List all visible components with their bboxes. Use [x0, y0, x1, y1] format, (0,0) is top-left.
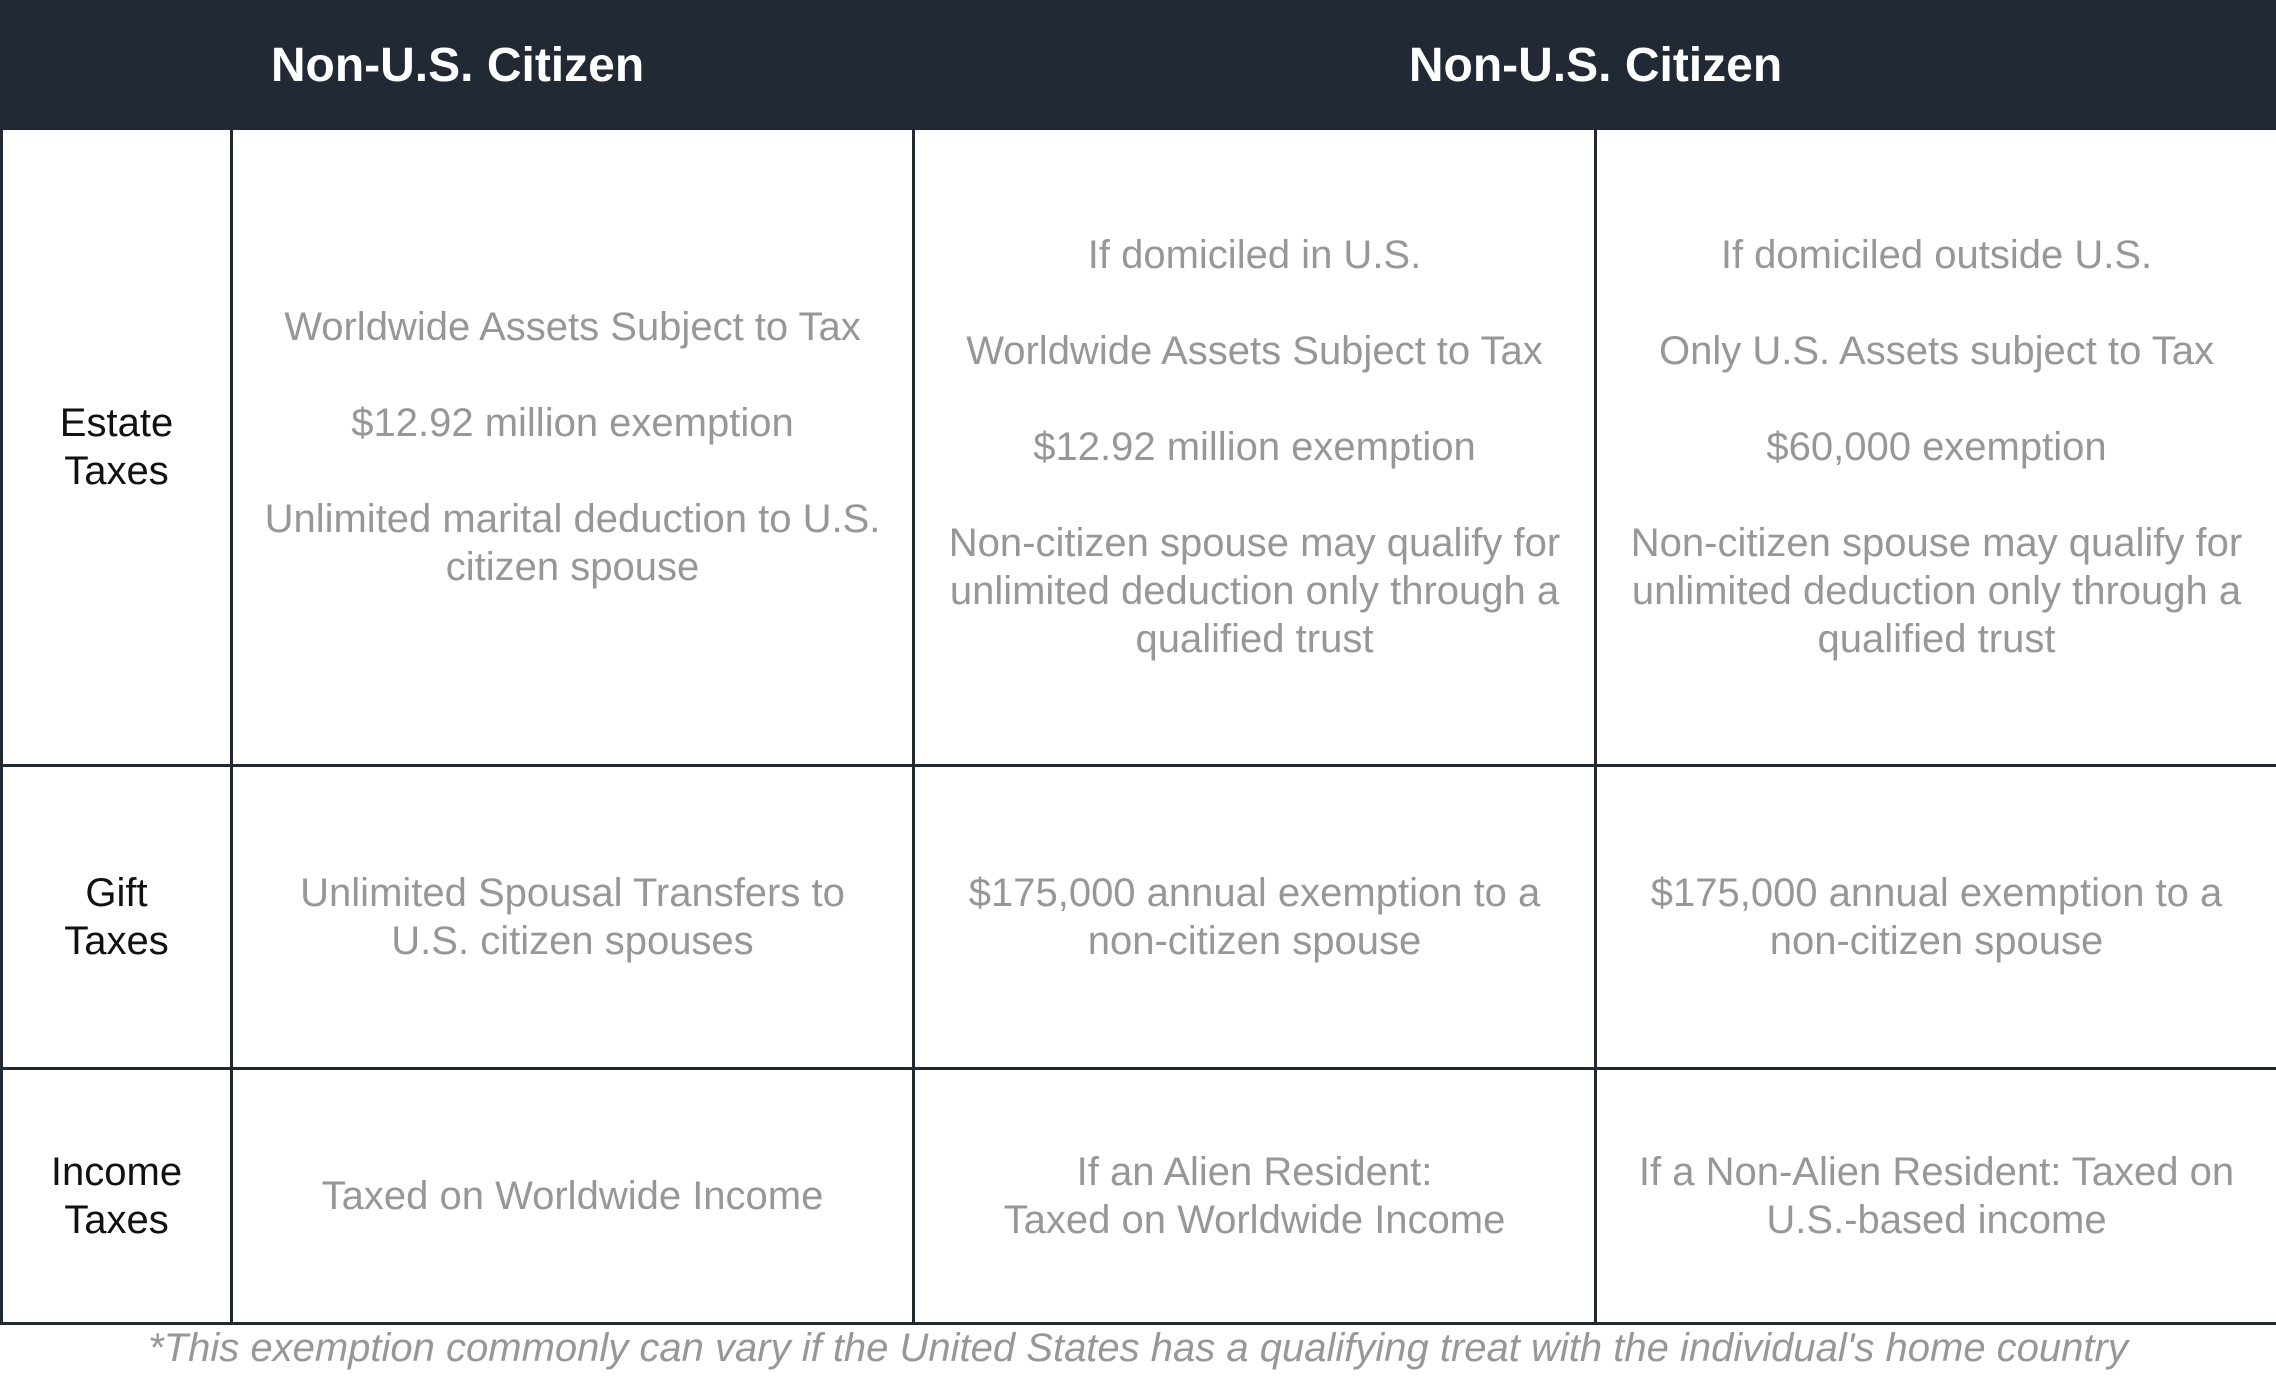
row-label-line: Estate — [59, 401, 174, 445]
row-label-line: Taxes — [64, 1198, 169, 1242]
table-body — [2, 129, 2276, 1324]
cell-income-alien-resident — [914, 1069, 1596, 1324]
cell-text: Only U.S. Assets subject to Tax — [1658, 329, 2215, 373]
cell-text: If domiciled in U.S. — [1087, 233, 1422, 277]
cell-text: If an Alien Resident: — [1076, 1150, 1433, 1194]
row-label-line: Taxes — [64, 449, 169, 493]
table-header — [2, 2, 2276, 129]
cell-gift-domiciled-outside-us: $175,000 annual exemption to a non-citizen spouse — [1596, 766, 2276, 1069]
header-row — [2, 2, 2276, 129]
cell-estate-us-citizen — [232, 129, 914, 766]
cell-text: $12.92 million exemption — [1033, 425, 1476, 469]
row-label-gift-taxes — [2, 766, 232, 1069]
cell-text: Worldwide Assets Subject to Tax — [284, 305, 861, 349]
cell-text: If domiciled outside U.S. — [1720, 233, 2153, 277]
table-row-estate-taxes — [2, 129, 2276, 766]
row-label-line: Income — [50, 1150, 183, 1194]
cell-text: Worldwide Assets Subject to Tax — [966, 329, 1543, 373]
cell-text: Unlimited marital deduction to U.S. citizen spouse — [264, 497, 881, 589]
header-left-title: Non-U.S. Citizen — [2, 2, 914, 129]
cell-income-non-alien-resident: If a Non-Alien Resident: Taxed on U.S.-based income — [1596, 1069, 2276, 1324]
cell-text: $12.92 million exemption — [351, 401, 794, 445]
row-label-income-taxes — [2, 1069, 232, 1324]
row-label-line: Gift — [85, 871, 148, 915]
table-row-gift-taxes — [2, 766, 2276, 1069]
cell-estate-domiciled-in-us — [914, 129, 1596, 766]
cell-text: Taxed on Worldwide Income — [1003, 1198, 1506, 1242]
header-right-title: Non-U.S. Citizen — [914, 2, 2276, 129]
cell-text: $60,000 exemption — [1766, 425, 2107, 469]
cell-text: Non-citizen spouse may qualify for unlimited deduction only through a qualified trust — [948, 521, 1561, 661]
row-label-line: Taxes — [64, 919, 169, 963]
table-row-income-taxes — [2, 1069, 2276, 1324]
cell-gift-us-citizen: Unlimited Spousal Transfers to U.S. citizen spouses — [232, 766, 914, 1069]
cell-text: Non-citizen spouse may qualify for unlimited deduction only through a qualified trust — [1630, 521, 2243, 661]
cell-estate-domiciled-outside-us — [1596, 129, 2276, 766]
row-label-estate-taxes — [2, 129, 232, 766]
cell-income-us-citizen: Taxed on Worldwide Income — [232, 1069, 914, 1324]
footnote: *This exemption commonly can vary if the United States has a qualifying treat with the individual's home country — [148, 1326, 2128, 1370]
cell-gift-domiciled-in-us: $175,000 annual exemption to a non-citizen spouse — [914, 766, 1596, 1069]
